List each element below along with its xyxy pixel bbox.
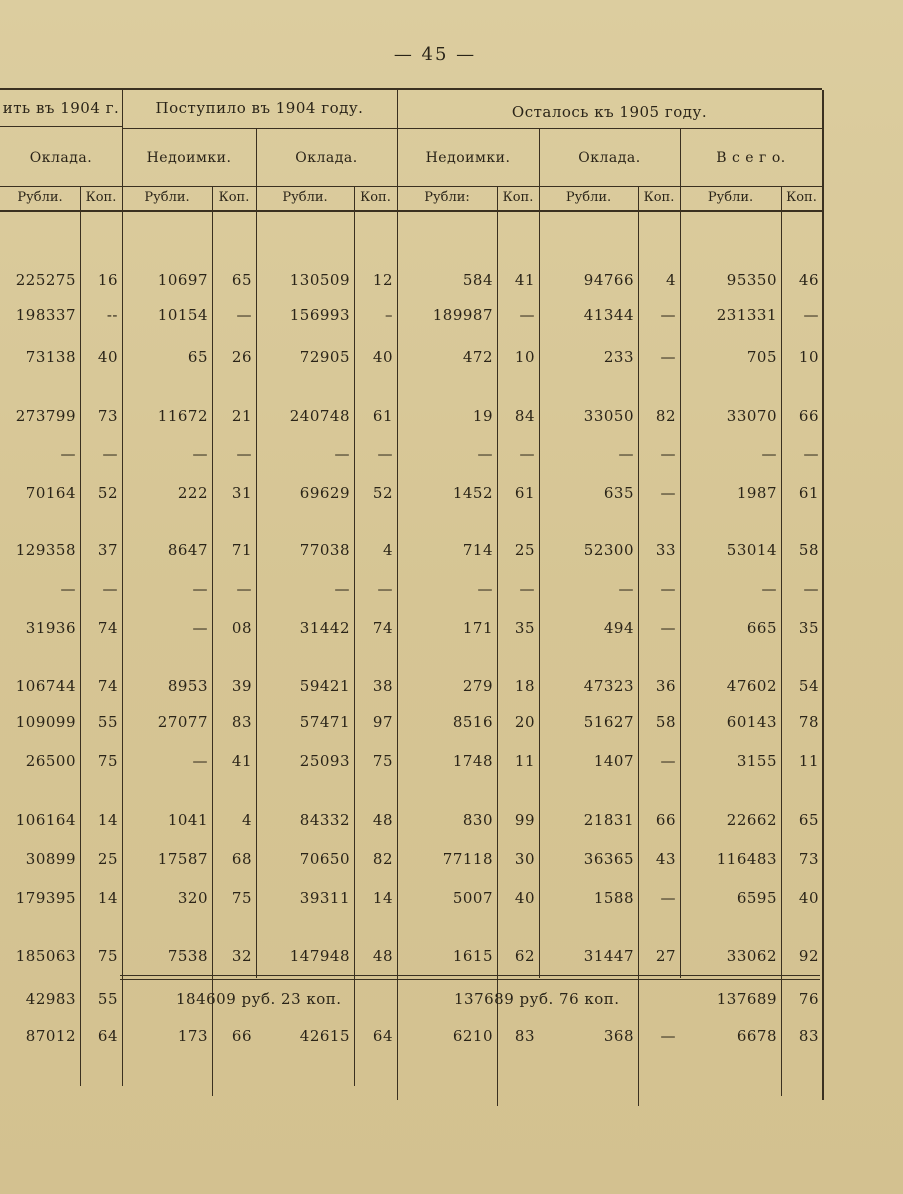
- last-row-cell: 6210: [452, 1027, 493, 1045]
- last-row-cell: 368: [603, 1027, 634, 1045]
- last-row-cell: 64: [372, 1027, 393, 1045]
- table-cell: 26: [231, 348, 252, 366]
- table-cell: —: [192, 752, 208, 770]
- table-cell: —: [761, 445, 777, 463]
- table-cell: 130509: [289, 271, 350, 289]
- table-cell: 21831: [583, 811, 634, 829]
- table-cell: 39311: [299, 889, 350, 907]
- table-cell: 147948: [289, 947, 350, 965]
- table-cell: 1588: [593, 889, 634, 907]
- table-cell: 75: [231, 889, 252, 907]
- table-cell: 320: [177, 889, 208, 907]
- table-cell: —: [618, 580, 634, 598]
- table-cell: 1987: [736, 484, 777, 502]
- table-cell: 12: [372, 271, 393, 289]
- table-cell: 36365: [583, 850, 634, 868]
- table-cell: 30: [514, 850, 535, 868]
- table-cell: 83: [231, 713, 252, 731]
- table-cell: 68: [231, 850, 252, 868]
- table-cell: —: [660, 619, 676, 637]
- last-row-cell: 6678: [736, 1027, 777, 1045]
- table-cell: 11: [514, 752, 535, 770]
- table-cell: —: [192, 619, 208, 637]
- table-cell: 65: [187, 348, 208, 366]
- col-divider-right: [822, 90, 824, 1100]
- table-cell: 109099: [15, 713, 76, 731]
- table-cell: 714: [462, 541, 493, 559]
- table-cell: 665: [746, 619, 777, 637]
- table-cell: —: [660, 348, 676, 366]
- table-cell: 82: [372, 850, 393, 868]
- header-rub: Рубли.: [282, 190, 328, 205]
- header-kop: Коп.: [85, 190, 117, 205]
- table-cell: —: [660, 445, 676, 463]
- table-cell: 82: [655, 407, 676, 425]
- table-cell: —: [377, 445, 393, 463]
- table-cell: 8516: [452, 713, 493, 731]
- table-cell: 71: [231, 541, 252, 559]
- table-cell: 10: [798, 348, 819, 366]
- table-cell: 36: [655, 677, 676, 695]
- table-cell: 10154: [157, 306, 208, 324]
- table-cell: 92: [798, 947, 819, 965]
- table-cell: —: [192, 580, 208, 598]
- table-cell: 106164: [15, 811, 76, 829]
- table-cell: —: [60, 445, 76, 463]
- last-row-cell: —: [660, 1027, 676, 1045]
- table-cell: —: [761, 580, 777, 598]
- table-cell: 156993: [289, 306, 350, 324]
- table-cell: 62: [514, 947, 535, 965]
- last-row-cell: 66: [231, 1027, 252, 1045]
- table-cell: 129358: [15, 541, 76, 559]
- table-cell: 52: [97, 484, 118, 502]
- table-cell: 39: [231, 677, 252, 695]
- table-cell: —: [660, 580, 676, 598]
- rule-group-bottom-right: [398, 128, 822, 129]
- table-cell: 3155: [736, 752, 777, 770]
- table-cell: 33070: [726, 407, 777, 425]
- page-number: — 45 —: [393, 44, 477, 65]
- table-cell: 70650: [299, 850, 350, 868]
- last-row-cell: 83: [798, 1027, 819, 1045]
- table-cell: 78: [798, 713, 819, 731]
- table-cell: 72905: [299, 348, 350, 366]
- table-cell: —: [660, 889, 676, 907]
- table-cell: —: [334, 445, 350, 463]
- col-divider: [638, 186, 639, 1106]
- table-cell: 61: [798, 484, 819, 502]
- table-cell: 14: [97, 889, 118, 907]
- table-cell: 1041: [167, 811, 208, 829]
- table-cell: —: [192, 445, 208, 463]
- table-cell: 830: [462, 811, 493, 829]
- table-cell: 25: [514, 541, 535, 559]
- table-cell: –: [385, 306, 393, 324]
- table-cell: 33: [655, 541, 676, 559]
- table-cell: 94766: [583, 271, 634, 289]
- table-cell: 222: [177, 484, 208, 502]
- header-rub: Рубли.: [565, 190, 612, 205]
- table-cell: 11: [798, 752, 819, 770]
- rule-sub-bottom: [0, 186, 822, 187]
- header-sub-okl-1: Оклада.: [29, 150, 93, 166]
- total-cell: 42983: [25, 990, 76, 1008]
- last-row-cell: 64: [97, 1027, 118, 1045]
- table-cell: 279: [462, 677, 493, 695]
- table-cell: 43: [655, 850, 676, 868]
- table-cell: 472: [462, 348, 493, 366]
- table-cell: 97: [372, 713, 393, 731]
- table-cell: 33050: [583, 407, 634, 425]
- table-cell: —: [236, 580, 252, 598]
- table-cell: 74: [97, 619, 118, 637]
- rule-top-left: [0, 88, 435, 90]
- table-cell: 54: [798, 677, 819, 695]
- received-total: 184609 руб. 23 коп.: [176, 990, 342, 1008]
- table-cell: 84332: [299, 811, 350, 829]
- col-divider: [497, 186, 498, 1106]
- table-cell: 95350: [726, 271, 777, 289]
- table-cell: —: [236, 306, 252, 324]
- table-cell: 48: [372, 947, 393, 965]
- header-sub-ned-2: Недоимки.: [146, 150, 232, 166]
- table-cell: 47602: [726, 677, 777, 695]
- table-cell: 225275: [15, 271, 76, 289]
- table-cell: 75: [97, 752, 118, 770]
- table-cell: 21: [231, 407, 252, 425]
- header-rub: Рубли.: [17, 190, 63, 205]
- table-cell: 4: [665, 271, 676, 289]
- table-cell: 494: [603, 619, 634, 637]
- table-cell: 231331: [716, 306, 777, 324]
- table-cell: 14: [372, 889, 393, 907]
- table-cell: 116483: [716, 850, 777, 868]
- table-cell: 10: [514, 348, 535, 366]
- table-cell: 55: [97, 713, 118, 731]
- table-cell: —: [477, 580, 493, 598]
- table-cell: 73: [798, 850, 819, 868]
- header-sub-okl-3: Оклада.: [295, 150, 358, 166]
- total-cell: 76: [798, 990, 819, 1008]
- table-cell: 16: [97, 271, 118, 289]
- table-cell: 77118: [442, 850, 493, 868]
- table-cell: 32: [231, 947, 252, 965]
- table-cell: 41: [231, 752, 252, 770]
- table-cell: —: [377, 580, 393, 598]
- table-cell: 58: [798, 541, 819, 559]
- header-kop: Коп.: [360, 190, 391, 205]
- rule-totals-top-b: [120, 979, 820, 980]
- table-cell: 65: [798, 811, 819, 829]
- table-cell: 52: [372, 484, 393, 502]
- table-cell: 4: [241, 811, 252, 829]
- table-cell: 25093: [299, 752, 350, 770]
- table-cell: 61: [372, 407, 393, 425]
- table-cell: 99: [514, 811, 535, 829]
- table-cell: 66: [798, 407, 819, 425]
- table-cell: 74: [97, 677, 118, 695]
- remaining-total: 137689 руб. 76 коп.: [454, 990, 620, 1008]
- table-cell: —: [803, 306, 819, 324]
- table-cell: 240748: [289, 407, 350, 425]
- table-cell: 40: [97, 348, 118, 366]
- table-cell: 31447: [583, 947, 634, 965]
- table-cell: —: [660, 484, 676, 502]
- table-cell: —: [660, 752, 676, 770]
- table-cell: 08: [231, 619, 252, 637]
- rule-group-bottom-mid: [122, 128, 398, 129]
- header-group-remaining: Осталось къ 1905 году.: [511, 103, 708, 121]
- table-cell: 6595: [736, 889, 777, 907]
- table-cell: —: [519, 445, 535, 463]
- total-cell: 137689: [716, 990, 777, 1008]
- table-cell: 58: [655, 713, 676, 731]
- table-cell: 584: [462, 271, 493, 289]
- table-cell: —: [477, 445, 493, 463]
- table-cell: 14: [97, 811, 118, 829]
- table-cell: 74: [372, 619, 393, 637]
- table-cell: 25: [97, 850, 118, 868]
- table-cell: 40: [372, 348, 393, 366]
- table-cell: 19: [472, 407, 493, 425]
- table-cell: 185063: [15, 947, 76, 965]
- table-cell: 60143: [726, 713, 777, 731]
- total-cell: 55: [97, 990, 118, 1008]
- header-kop: Коп.: [218, 190, 250, 205]
- table-cell: —: [803, 580, 819, 598]
- table-cell: 17587: [157, 850, 208, 868]
- table-cell: 52300: [583, 541, 634, 559]
- table-cell: 8647: [167, 541, 208, 559]
- table-cell: 48: [372, 811, 393, 829]
- table-cell: 47323: [583, 677, 634, 695]
- table-cell: 1748: [452, 752, 493, 770]
- table-cell: 189987: [432, 306, 493, 324]
- header-rub: Рубли:: [424, 190, 470, 205]
- table-cell: 41: [514, 271, 535, 289]
- table-cell: 46: [798, 271, 819, 289]
- table-cell: 273799: [15, 407, 76, 425]
- table-cell: 11672: [157, 407, 208, 425]
- table-cell: --: [106, 306, 118, 324]
- table-cell: 66: [655, 811, 676, 829]
- header-group-received: Поступило въ 1904 году.: [155, 99, 364, 117]
- table-cell: —: [60, 580, 76, 598]
- table-cell: 73138: [25, 348, 76, 366]
- table-cell: —: [334, 580, 350, 598]
- table-cell: 20: [514, 713, 535, 731]
- table-cell: 7538: [167, 947, 208, 965]
- table-cell: 59421: [299, 677, 350, 695]
- table-cell: 26500: [25, 752, 76, 770]
- table-cell: 18: [514, 677, 535, 695]
- last-row-cell: 83: [514, 1027, 535, 1045]
- table-cell: 1615: [452, 947, 493, 965]
- rule-header-bottom: [0, 210, 822, 212]
- header-sub-ned-4: Недоимки.: [425, 150, 511, 166]
- table-cell: —: [803, 445, 819, 463]
- table-cell: —: [102, 445, 118, 463]
- table-cell: 75: [97, 947, 118, 965]
- header-sub-total-6: В с е г о.: [716, 150, 786, 166]
- table-cell: 1452: [452, 484, 493, 502]
- table-cell: 35: [798, 619, 819, 637]
- table-cell: —: [519, 580, 535, 598]
- table-cell: 179395: [15, 889, 76, 907]
- table-cell: 57471: [299, 713, 350, 731]
- table-cell: 198337: [15, 306, 76, 324]
- table-cell: 73: [97, 407, 118, 425]
- table-cell: 84: [514, 407, 535, 425]
- table-cell: 61: [514, 484, 535, 502]
- table-cell: 70164: [25, 484, 76, 502]
- table-cell: 171: [462, 619, 493, 637]
- last-row-cell: 42615: [299, 1027, 350, 1045]
- table-cell: 38: [372, 677, 393, 695]
- table-cell: 35: [514, 619, 535, 637]
- table-cell: 705: [746, 348, 777, 366]
- table-cell: —: [660, 306, 676, 324]
- table-cell: 77038: [299, 541, 350, 559]
- table-cell: 40: [514, 889, 535, 907]
- table-cell: 37: [97, 541, 118, 559]
- rule-totals-top-a: [120, 975, 820, 976]
- table-cell: 51627: [583, 713, 634, 731]
- table-cell: 4: [382, 541, 393, 559]
- rule-top-right: [435, 88, 822, 90]
- header-kop: Коп.: [502, 190, 534, 205]
- table-cell: 31: [231, 484, 252, 502]
- table-cell: 27077: [157, 713, 208, 731]
- table-cell: 106744: [15, 677, 76, 695]
- table-cell: 33062: [726, 947, 777, 965]
- table-cell: 233: [603, 348, 634, 366]
- table-cell: —: [236, 445, 252, 463]
- table-cell: 10697: [157, 271, 208, 289]
- table-cell: 69629: [299, 484, 350, 502]
- rule-group-bottom-left: [0, 126, 122, 127]
- header-rub: Рубли.: [707, 190, 754, 205]
- header-kop: Коп.: [643, 190, 675, 205]
- last-row-cell: 87012: [25, 1027, 76, 1045]
- table-cell: 22662: [726, 811, 777, 829]
- table-cell: 8953: [167, 677, 208, 695]
- table-cell: 53014: [726, 541, 777, 559]
- header-rub: Рубли.: [144, 190, 190, 205]
- header-sub-okl-5: Оклада.: [578, 150, 641, 166]
- table-cell: —: [102, 580, 118, 598]
- table-cell: 40: [798, 889, 819, 907]
- table-cell: 1407: [593, 752, 634, 770]
- table-cell: 31442: [299, 619, 350, 637]
- table-cell: —: [519, 306, 535, 324]
- header-group-paid: ить въ 1904 г.: [2, 99, 120, 117]
- table-cell: —: [618, 445, 634, 463]
- last-row-cell: 173: [177, 1027, 208, 1045]
- table-cell: 27: [655, 947, 676, 965]
- table-cell: 5007: [452, 889, 493, 907]
- table-cell: 31936: [25, 619, 76, 637]
- table-cell: 30899: [25, 850, 76, 868]
- header-kop: Коп.: [786, 190, 817, 205]
- table-cell: 41344: [583, 306, 634, 324]
- table-cell: 65: [231, 271, 252, 289]
- table-cell: 75: [372, 752, 393, 770]
- table-cell: 635: [603, 484, 634, 502]
